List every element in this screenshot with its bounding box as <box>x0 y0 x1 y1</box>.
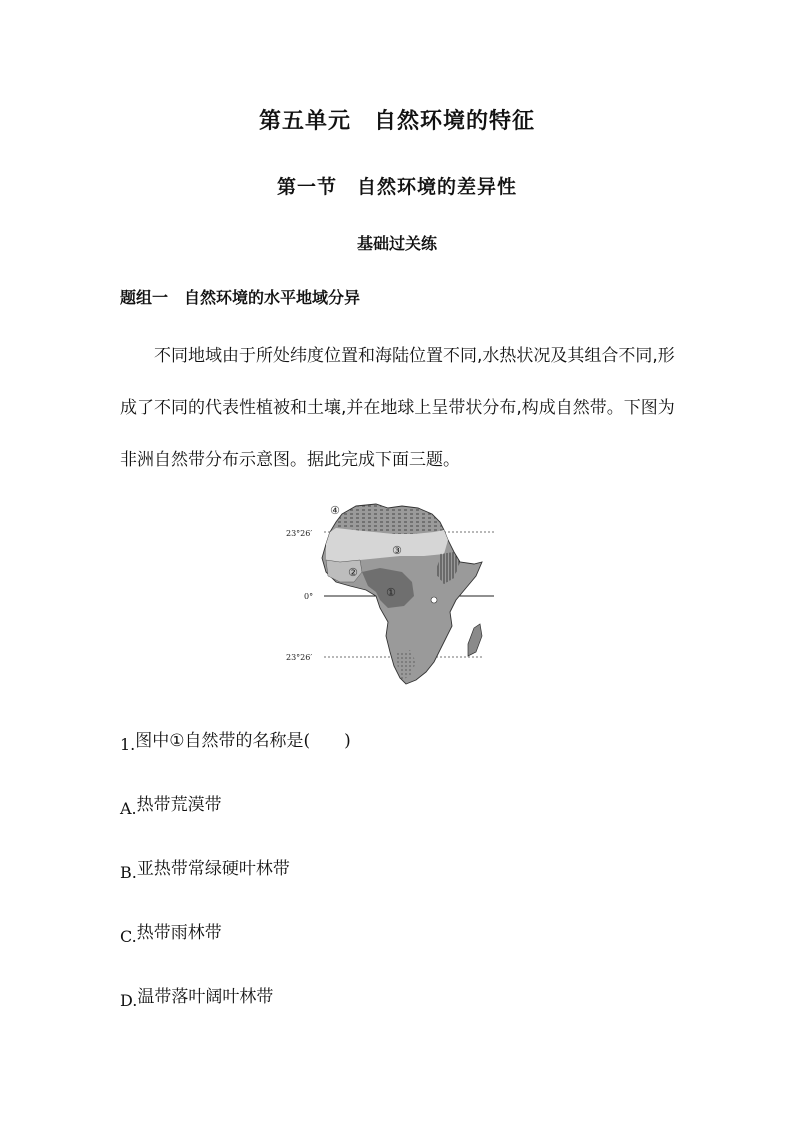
tropic-capricorn-label: 23°26′ <box>286 653 313 662</box>
africa-natural-zones-map <box>284 496 500 692</box>
madagascar <box>468 624 482 656</box>
zone-label-4: ④ <box>330 504 340 517</box>
equator-label: 0° <box>304 592 314 601</box>
lake <box>431 597 437 603</box>
option-b[interactable] <box>120 854 290 882</box>
option-text: 热带荒漠带 <box>136 795 222 815</box>
option-c[interactable] <box>120 918 222 946</box>
circled-number: ① <box>169 731 185 751</box>
option-text: 温带落叶阔叶林带 <box>137 987 274 1007</box>
zone-label-1: ① <box>386 586 396 599</box>
section-title: 第一节 自然环境的差异性 <box>276 176 517 198</box>
question-group-title: 题组一 自然环境的水平地域分异 <box>120 288 361 307</box>
stem-text-before: 图中 <box>135 731 170 751</box>
passage-text: 不同地域由于所处纬度位置和海陆位置不同,水热状况及其组合不同,形成了不同的代表性植被和土壤,并在地球上呈带状分布,构成自然带。下图为非洲自然带分布示意图。据此完成下面三题。 <box>120 346 675 470</box>
option-d[interactable] <box>120 982 274 1010</box>
option-letter: D. <box>120 991 138 1010</box>
subsection-title: 基础过关练 <box>356 234 437 253</box>
answer-bracket[interactable]: ( ) <box>303 731 351 751</box>
question-number: 1. <box>120 735 136 754</box>
option-letter: A. <box>120 799 137 818</box>
option-a[interactable] <box>120 790 222 818</box>
option-letter: B. <box>120 863 137 882</box>
question-1-stem <box>120 726 351 754</box>
option-text: 热带雨林带 <box>136 923 222 943</box>
stem-text-after: 自然带的名称是 <box>184 731 304 751</box>
zone-label-2: ② <box>348 566 358 579</box>
tropic-cancer-label: 23°26′ <box>286 529 313 538</box>
zone-label-3: ③ <box>392 544 402 557</box>
page-title: 第五单元 自然环境的特征 <box>258 108 535 134</box>
sahara-zone <box>336 504 444 534</box>
option-letter: C. <box>120 927 137 946</box>
option-text: 亚热带常绿硬叶林带 <box>136 859 290 879</box>
